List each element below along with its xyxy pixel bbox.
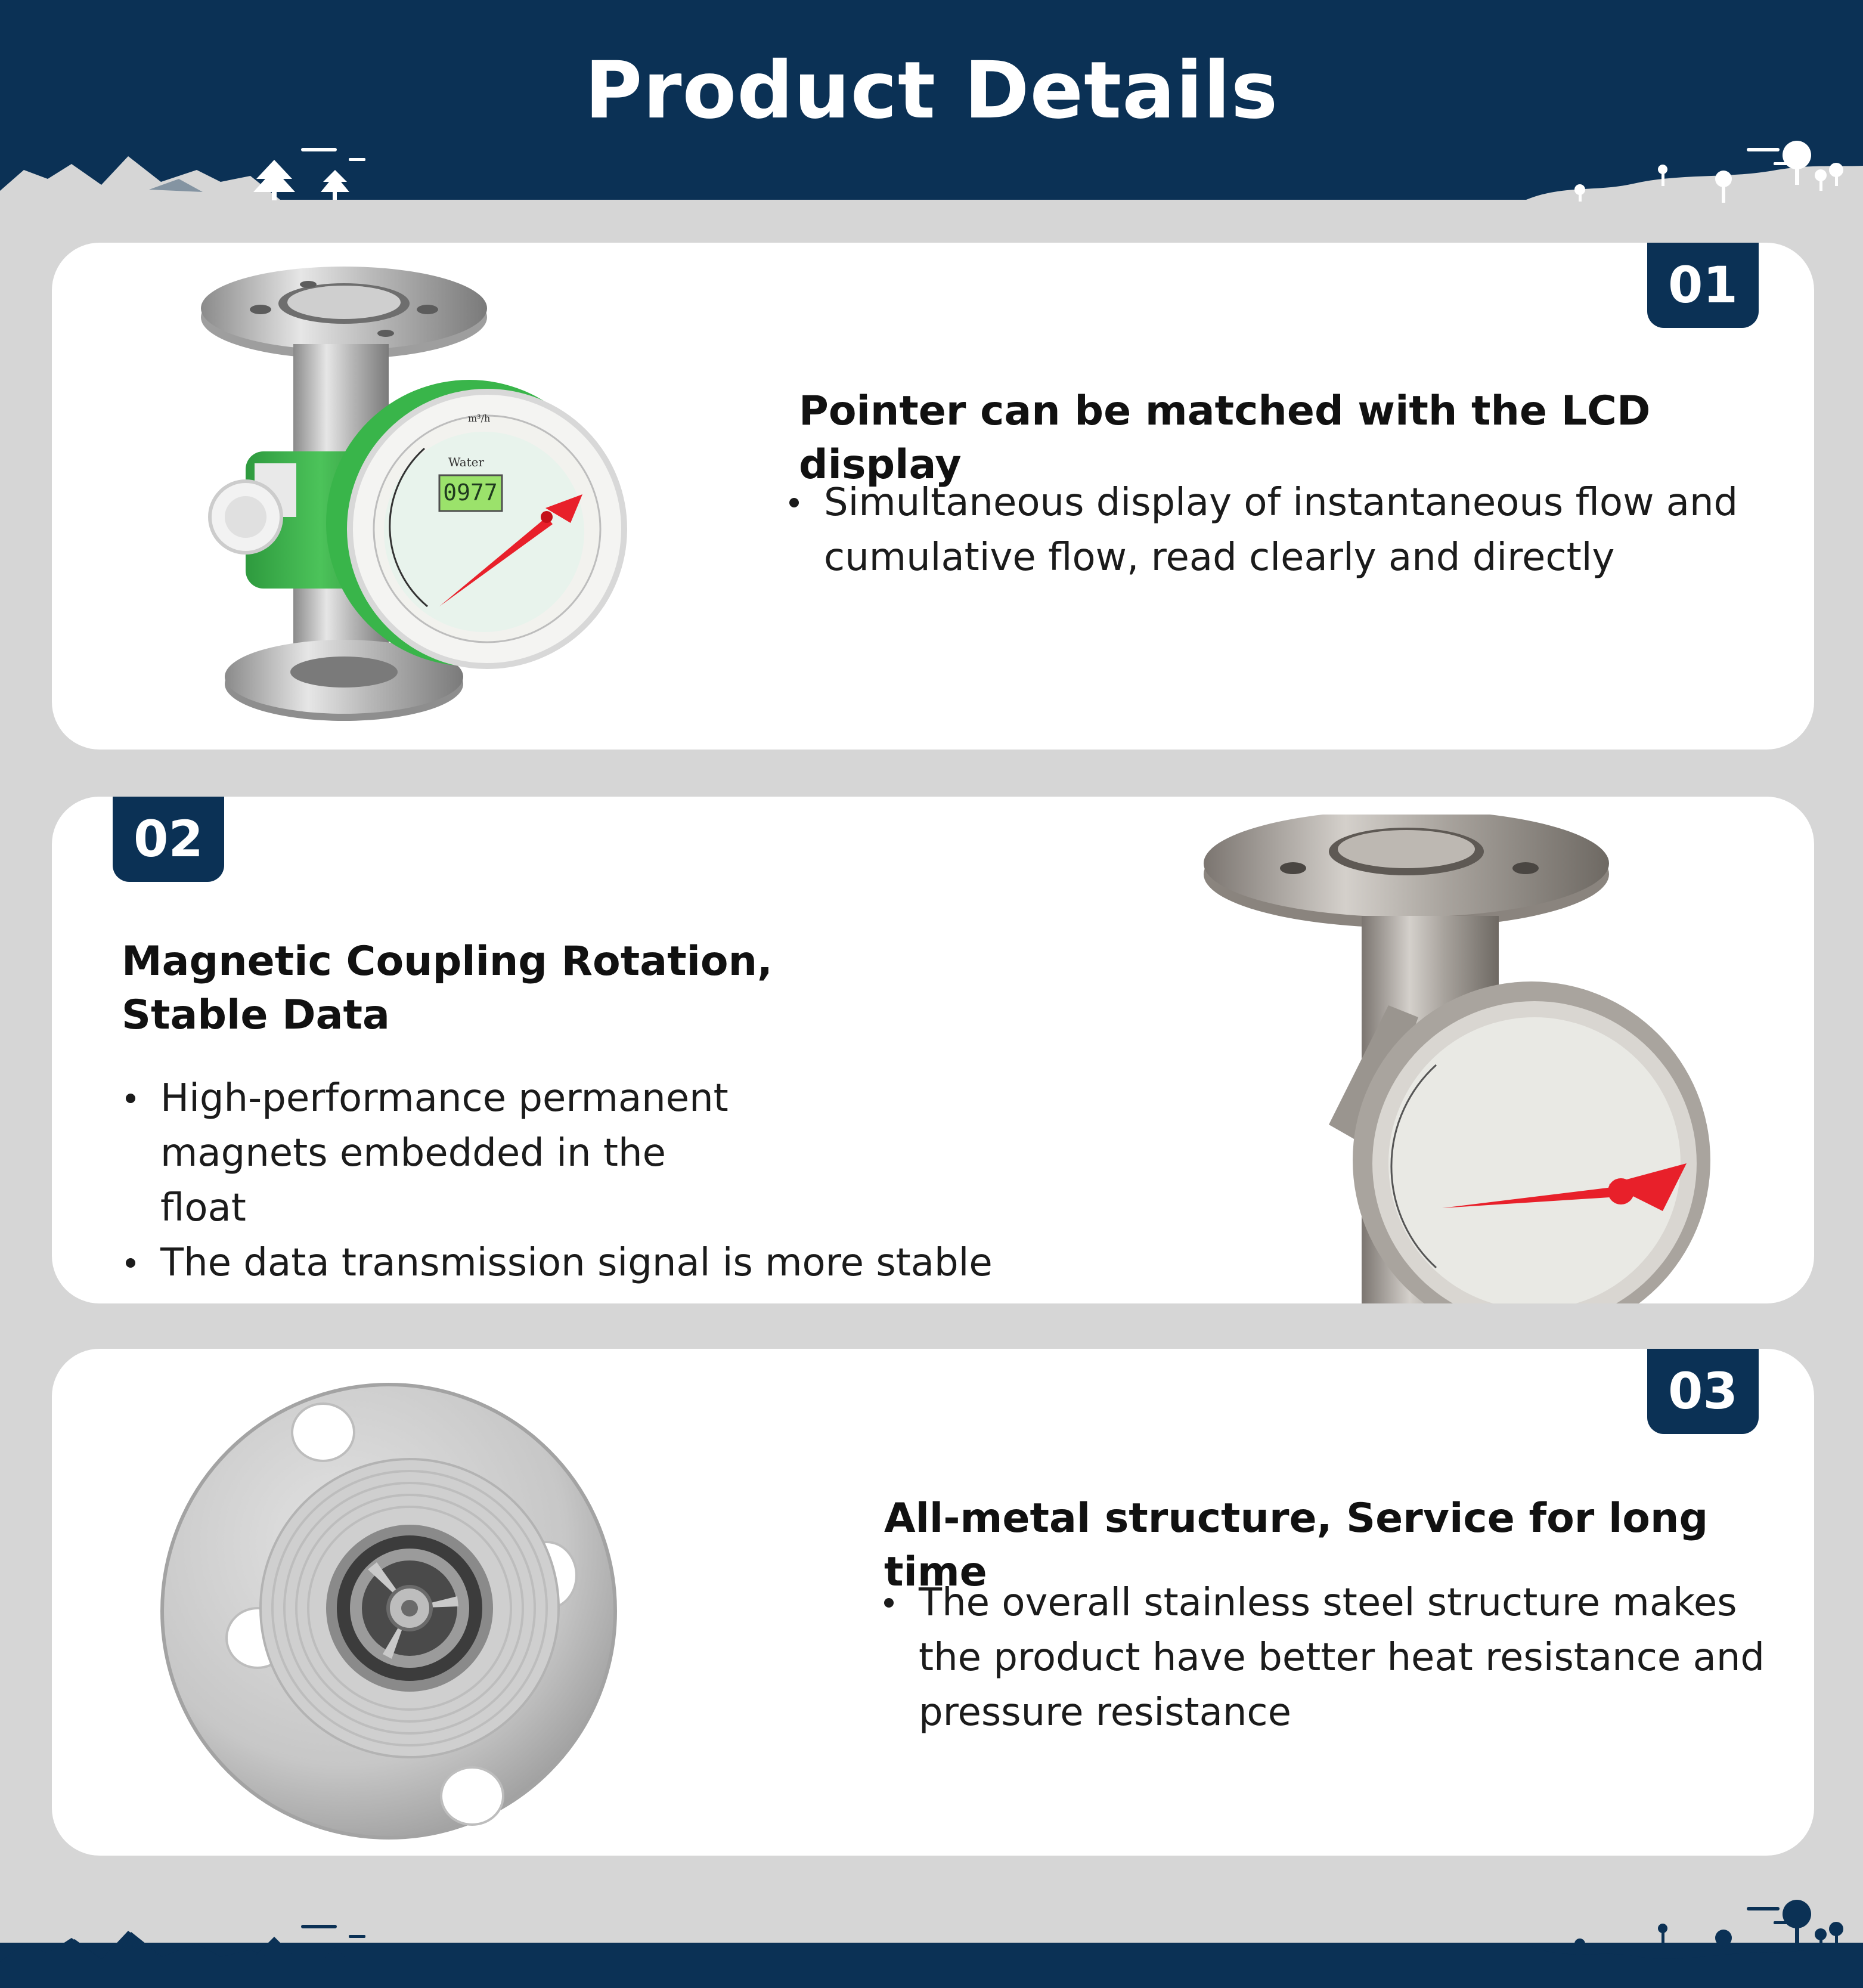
feature-number-badge: 03 — [1647, 1349, 1759, 1434]
feature-bullet-list — [882, 1575, 1776, 1740]
feature-card-02 — [52, 797, 1814, 1303]
dial-unit-label: m³/h — [468, 413, 491, 424]
feature-bullet: The overall stainless steel structure makes the product have better heat resistance and pressure resistance — [882, 1575, 1776, 1740]
footer-landscape-illustration — [0, 1878, 1863, 1988]
flange-photo — [153, 1373, 630, 1850]
lcd-flowmeter-photo — [189, 267, 678, 732]
feature-title-line: Stable Data — [122, 992, 390, 1039]
feature-bullet-list — [123, 1071, 1018, 1290]
dial-medium-label: Water — [448, 455, 485, 469]
feature-number-badge: 02 — [113, 797, 224, 882]
feature-number-badge: 01 — [1647, 243, 1759, 328]
feature-bullet: The data transmission signal is more stable — [123, 1235, 1018, 1290]
header-banner — [0, 0, 1863, 241]
feature-title: All-metal structure, Service for long time — [884, 1495, 1709, 1596]
feature-title — [122, 935, 956, 1042]
feature-bullet: High-performance permanent magnets embedded in the float — [123, 1071, 745, 1235]
feature-title: Pointer can be matched with the LCD display — [799, 388, 1651, 488]
pointer-flowmeter-photo — [1192, 815, 1788, 1303]
feature-bullet-list — [787, 475, 1771, 585]
feature-card-01 — [52, 243, 1814, 750]
lcd-reading: 0977 — [443, 479, 498, 506]
feature-title-line: Magnetic Coupling Rotation, — [122, 938, 773, 985]
page-title: Product Details — [584, 45, 1279, 137]
feature-bullet: Simultaneous display of instantaneous flow and cumulative flow, read clearly and directly — [787, 475, 1771, 585]
footer-banner — [0, 1878, 1863, 1988]
feature-card-03 — [52, 1349, 1814, 1856]
